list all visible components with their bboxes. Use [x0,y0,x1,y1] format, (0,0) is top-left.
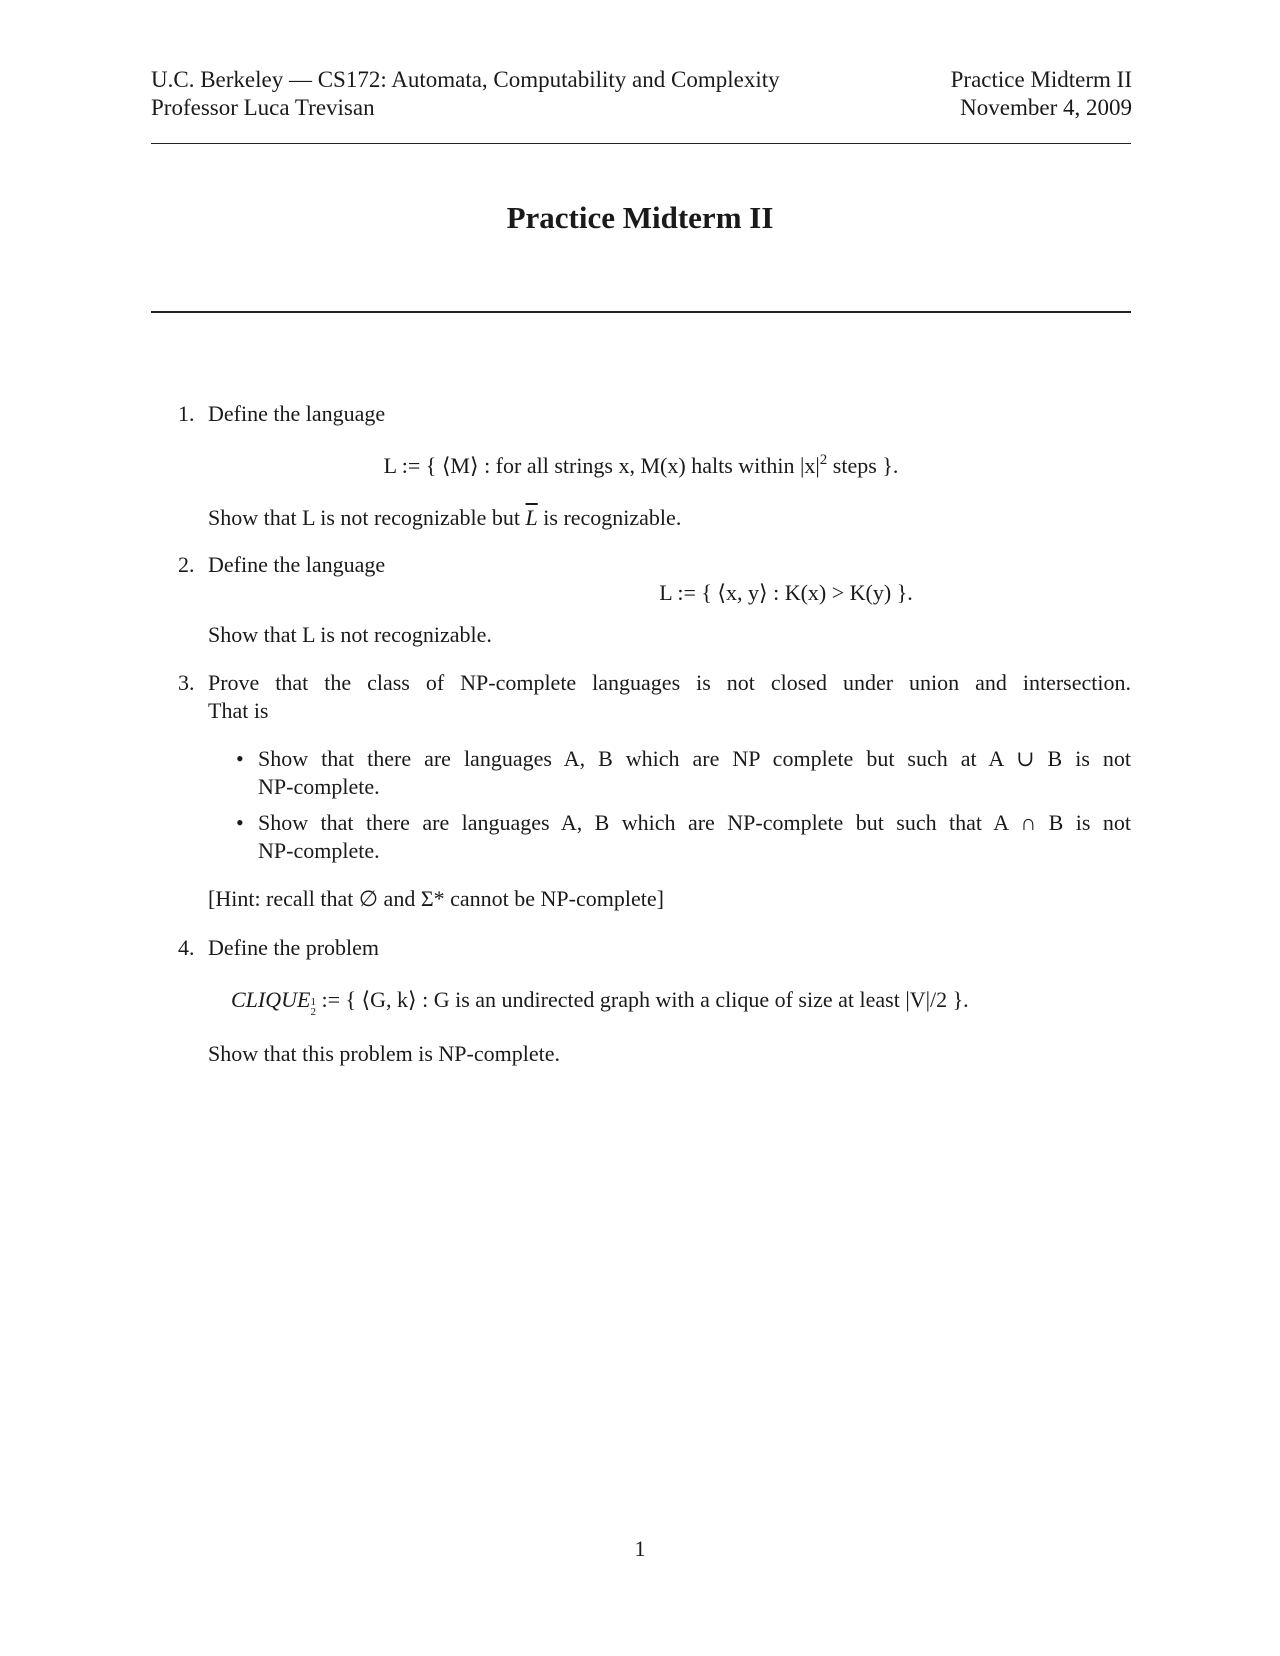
problem-2-formula: L := { ⟨x, y⟩ : K(x) > K(y) }. [659,580,913,605]
problem-3-bullet-1-line2: NP-complete. [258,774,380,799]
problem-3-bullet-2-line2: NP-complete. [258,838,380,863]
problem-1-intro: Define the language [208,401,386,426]
professor-line: Professor Luca Trevisan [151,95,375,120]
bullet-icon: • [236,746,244,771]
problem-4-formula: $CLIQUE_{1 2}$ := { ⟨G, k⟩ : G is an undirected graph with a clique of size at least |V|/2 }. [231,987,969,1018]
course-title-line: U.C. Berkeley — CS172: Automata, Computability and Complexity [151,67,780,92]
problem-3-bullet-2-line1: Show that there are languages A, B which are NP-complete but such that A ∩ B is not [258,810,1131,835]
problem-3-hint: [Hint: recall that ∅ and Σ* cannot be NP-complete] [208,886,664,911]
problem-2-intro: Define the language [208,552,386,577]
problem-1-conclusion: Show that L is not recognizable but $\overline{L}$ is recognizable. [208,505,682,530]
bullet-icon: • [236,810,244,835]
problem-4-intro: Define the problem [208,935,380,960]
exam-date-line: November 4, 2009 [960,95,1132,120]
exam-name-line: Practice Midterm II [950,67,1132,92]
problem-1-formula: L := { ⟨M⟩ : for all strings x, M(x) halts within $|x|^2$ steps }. [383,452,899,478]
page-number: 1 [634,1536,646,1561]
page-title: Practice Midterm II [506,200,774,235]
header-divider [151,143,1131,144]
problem-3-line1: Prove that the class of NP-complete languages is not closed under union and intersection. [208,670,1131,695]
title-divider [151,311,1131,313]
problem-1-number: 1. [178,401,195,426]
problem-3-number: 3. [178,670,195,695]
problem-2-conclusion: Show that L is not recognizable. [208,622,492,647]
problem-3-line2: That is [208,698,269,723]
one-half-subscript: 1 2 [310,996,316,1018]
exam-header [951,66,1132,122]
problem-2-number: 2. [178,552,195,577]
course-header [151,66,780,122]
problem-4-conclusion: Show that this problem is NP-complete. [208,1041,560,1066]
problem-4-number: 4. [178,935,195,960]
problem-3-bullet-1-line1: Show that there are languages A, B which are NP complete but such at A ∪ B is not [258,746,1131,771]
